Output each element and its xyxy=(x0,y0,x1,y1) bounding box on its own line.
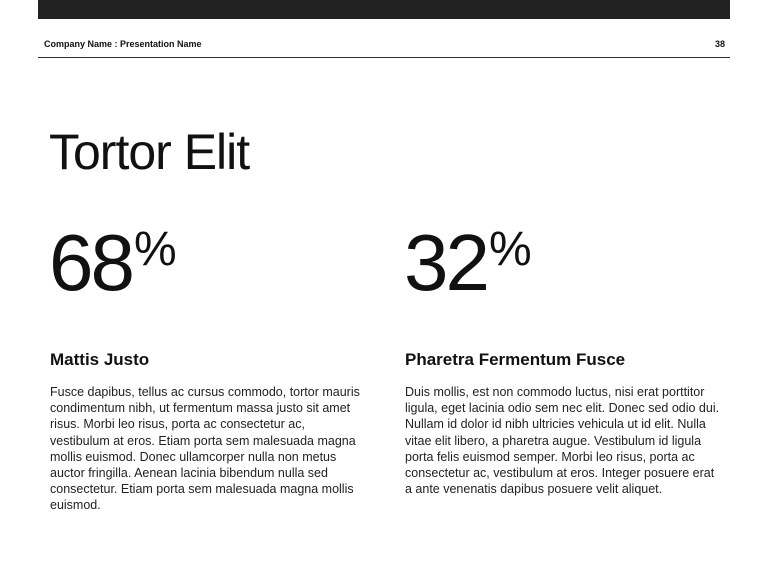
column-left xyxy=(50,348,365,514)
column-left-heading: Mattis Justo xyxy=(50,350,150,369)
column-right xyxy=(405,348,720,497)
stat-left xyxy=(49,218,177,308)
stat-right-unit: % xyxy=(488,223,532,276)
header-divider xyxy=(38,57,730,58)
stat-left-unit: % xyxy=(133,223,177,276)
company-presentation-name: Company Name : Presentation Name xyxy=(44,39,202,49)
column-right-body: Duis mollis, est non commodo luctus, nisi erat porttitor ligula, eget lacinia odio sem nec elit. Donec sed odio dui. Nullam id dolor id nibh ultricies vehicula ut id elit. Nulla vitae elit libero, a pharetra augue. Vestibulum id ligula porta felis euismod semper. Morbi leo risus, porta ac consectetur ac, vestibulum at eros. Integer posuere erat a ante venenatis dapibus posuere velit aliquet. xyxy=(405,385,720,497)
column-right-heading: Pharetra Fermentum Fusce xyxy=(405,350,626,369)
column-left-body: Fusce dapibus, tellus ac cursus commodo, tortor mauris condimentum nibh, ut fermentum massa justo sit amet risus. Morbi leo risus, porta ac consectetur ac, vestibulum at eros. Etiam porta sem malesuada magna mollis euismod. Donec ullamcorper nulla non metus auctor fringilla. Aenean lacinia bibendum nulla sed consectetur. Etiam porta sem malesuada magna mollis euismod. xyxy=(50,385,360,513)
page-number: 38 xyxy=(714,39,725,49)
slide-title: Tortor Elit xyxy=(49,124,250,180)
stat-left-value: 68 xyxy=(49,218,132,307)
stat-right-value: 32 xyxy=(404,218,487,307)
stat-right xyxy=(404,218,532,308)
top-bar xyxy=(38,0,730,19)
